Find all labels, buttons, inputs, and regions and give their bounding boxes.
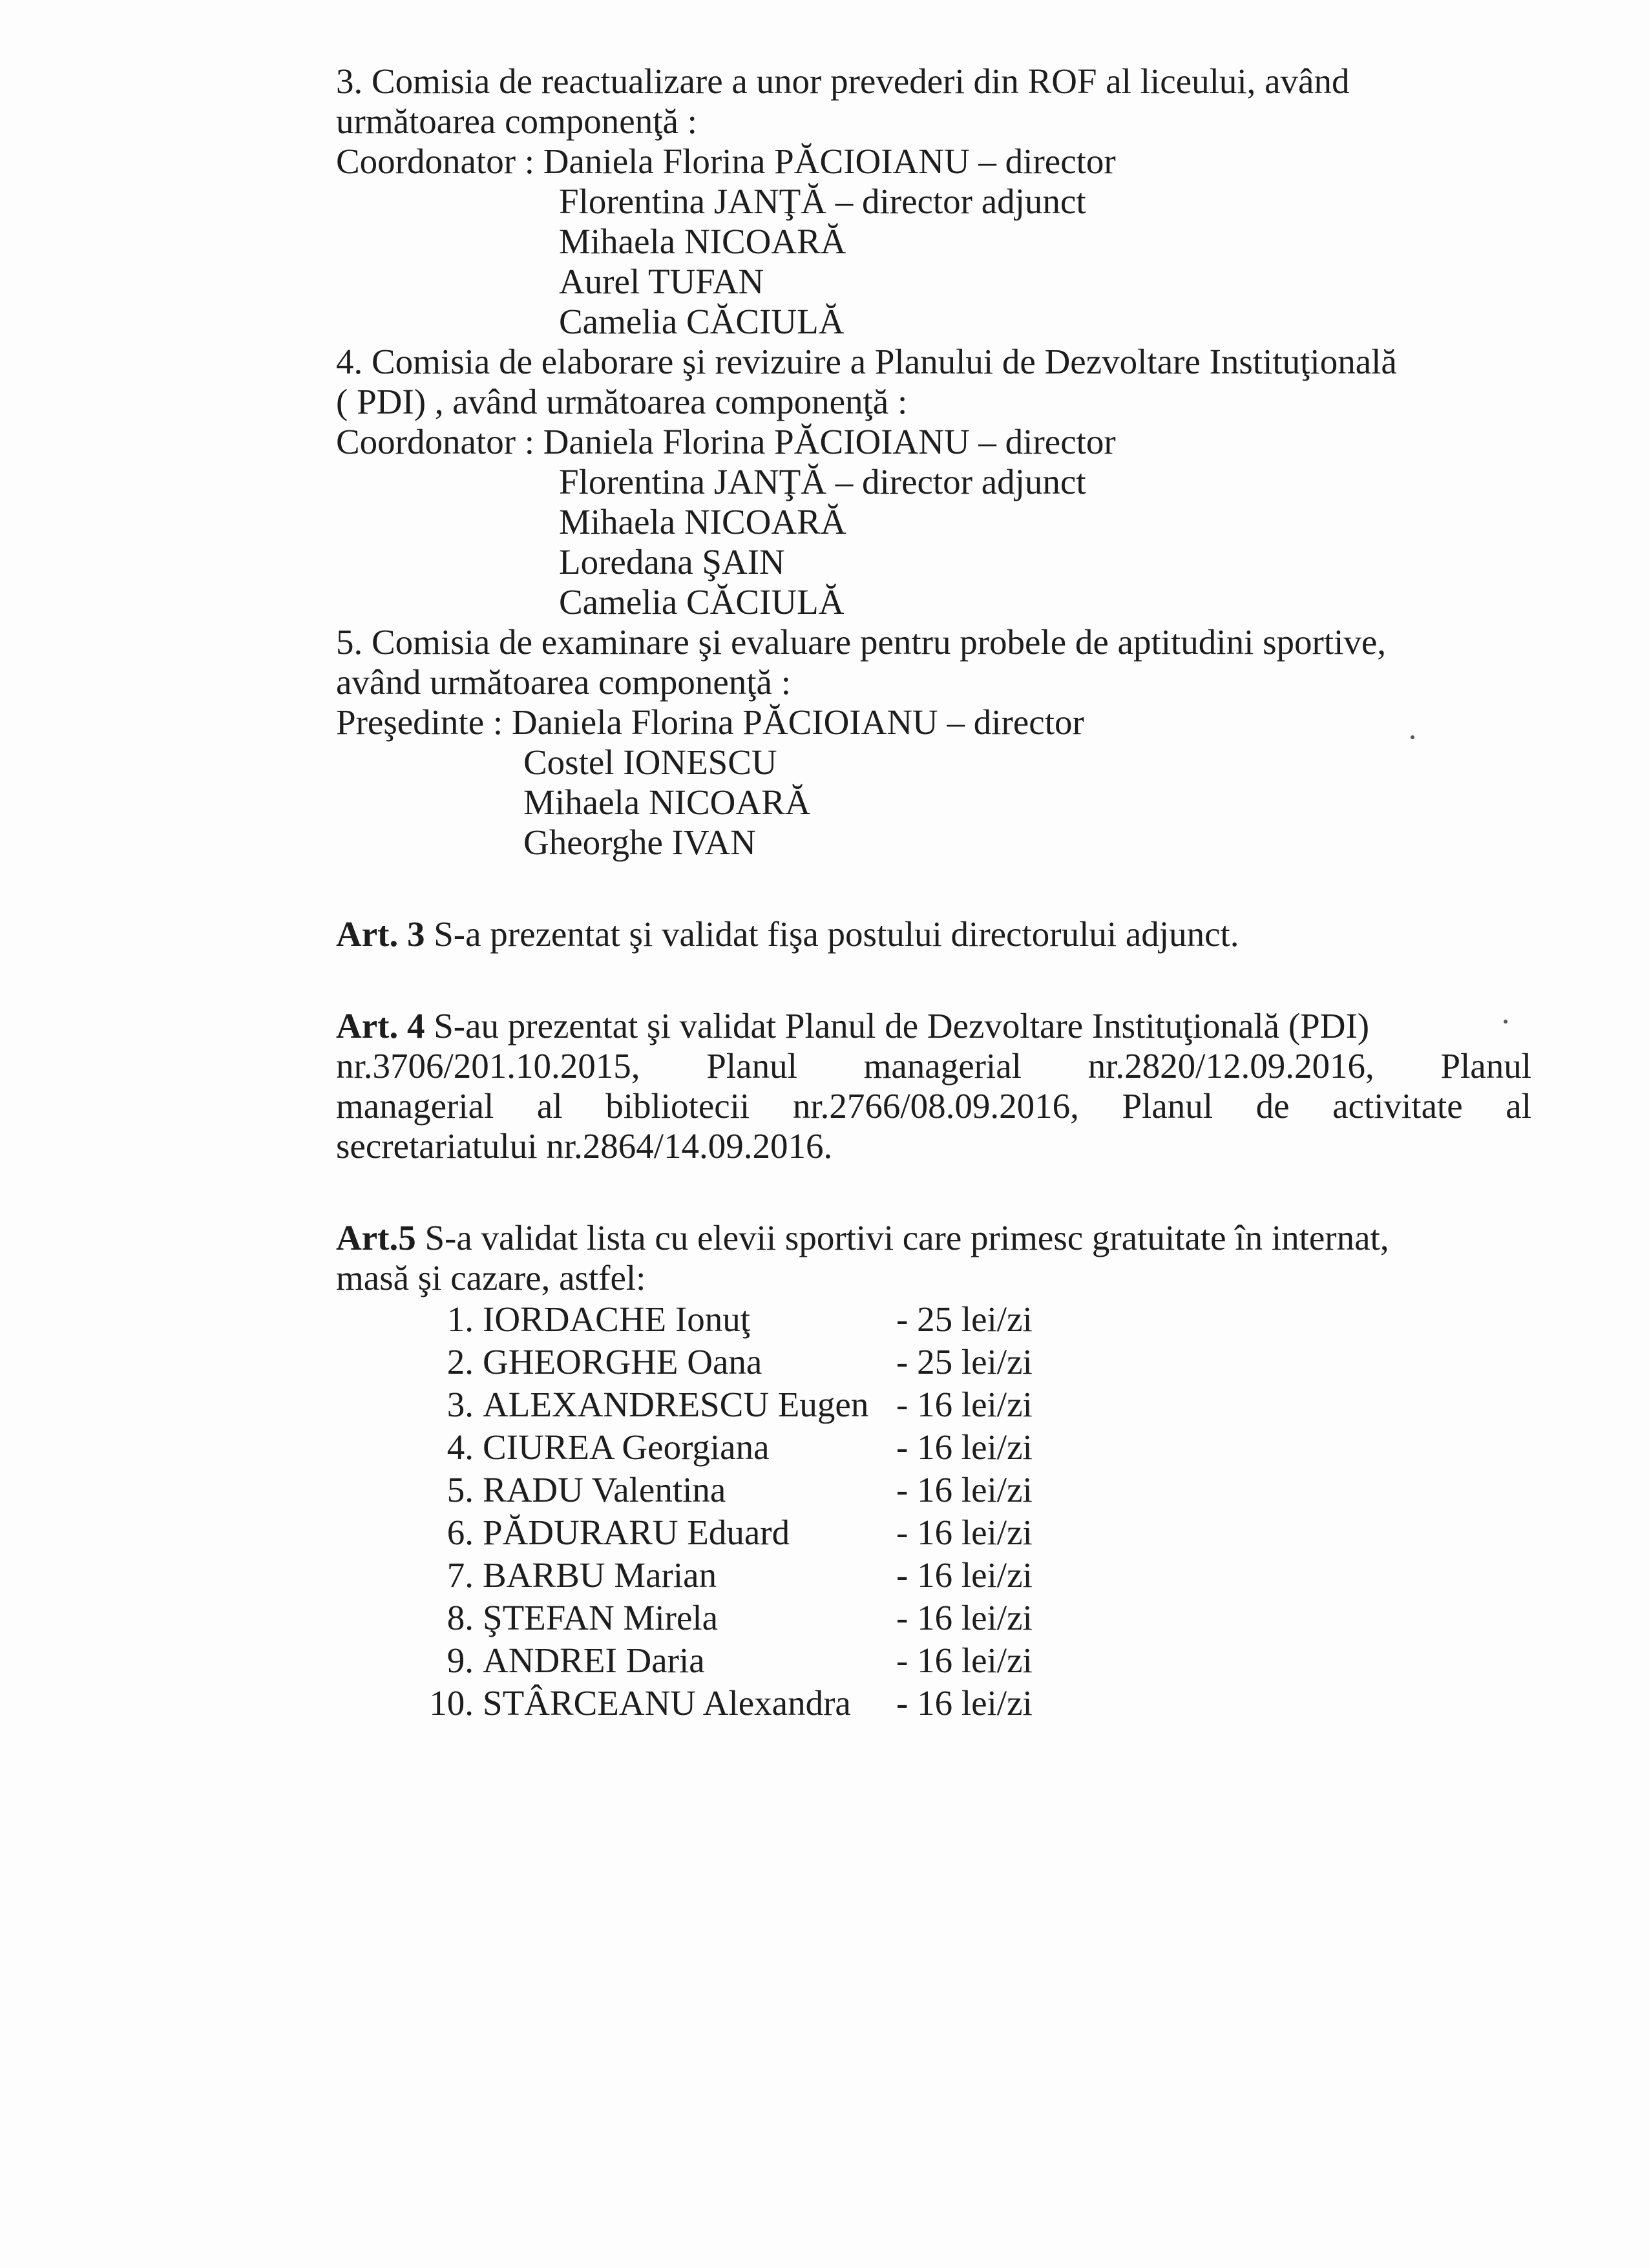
student-amount: - 16 lei/zi (896, 1683, 1033, 1723)
article-5-line1 (336, 1218, 1531, 1258)
student-amount: - 16 lei/zi (896, 1470, 1033, 1509)
student-amount: - 16 lei/zi (896, 1385, 1033, 1424)
article-3 (336, 914, 1531, 954)
article-4-word: Planul (1440, 1046, 1531, 1086)
spacer (336, 863, 1531, 914)
article-5-line1-text: S-a validat lista cu elevii sportivi care primesc gratuitate în internat, (415, 1218, 1389, 1257)
list-item (412, 1682, 1531, 1725)
article-4-line1 (336, 1006, 1531, 1046)
article-4-word: de (1255, 1086, 1290, 1126)
section-5 (336, 622, 1531, 863)
article-4-word: nr.2766/08.09.2016, (792, 1086, 1079, 1126)
article-4-word: nr.2820/12.09.2016, (1087, 1046, 1374, 1086)
article-4-word: Planul (1122, 1086, 1213, 1126)
student-number: 9. (446, 1641, 474, 1680)
section-4-coordinator: Coordonator : Daniela Florina PĂCIOIANU – director (336, 422, 1116, 461)
student-number: 4. (446, 1427, 474, 1467)
student-name: RADU Valentina (483, 1470, 726, 1509)
student-name: CIUREA Georgiana (483, 1427, 770, 1467)
article-4-word: bibliotecii (605, 1086, 750, 1126)
student-name: ANDREI Daria (483, 1641, 705, 1680)
student-name: ALEXANDRESCU Eugen (483, 1385, 869, 1424)
article-4-word: Planul (706, 1046, 797, 1086)
article-4 (336, 1006, 1531, 1166)
article-4-line3 (336, 1086, 1531, 1126)
section-3-coordinator: Coordonator : Daniela Florina PĂCIOIANU – director (336, 142, 1116, 181)
list-item (412, 1341, 1531, 1383)
list-item (412, 1511, 1531, 1554)
list-item (412, 1383, 1531, 1426)
list-item (412, 1554, 1531, 1597)
student-number: 8. (446, 1598, 474, 1637)
section-3-member: Aurel TUFAN (559, 262, 764, 301)
article-4-line1-text: S-au prezentat şi validat Planul de Dezvoltare Instituţională (PDI) (425, 1006, 1370, 1045)
article-4-line2 (336, 1046, 1531, 1086)
scan-speck (1504, 1020, 1507, 1024)
section-4-member: Florentina JANŢĂ – director adjunct (559, 462, 1086, 501)
list-item (412, 1639, 1531, 1682)
document-content (336, 61, 1531, 1725)
scan-speck (1411, 735, 1414, 739)
article-4-word: al (536, 1086, 563, 1126)
student-amount: - 16 lei/zi (896, 1513, 1033, 1552)
section-5-member: Mihaela NICOARĂ (523, 782, 811, 822)
student-amount: - 16 lei/zi (896, 1555, 1033, 1595)
article-4-word: nr.3706/201.10.2015, (336, 1046, 640, 1086)
spacer (336, 954, 1531, 1006)
student-name: ŞTEFAN Mirela (483, 1598, 719, 1637)
student-number: 2. (446, 1342, 474, 1381)
student-name: BARBU Marian (483, 1555, 717, 1595)
student-number: 7. (446, 1555, 474, 1595)
student-amount: - 16 lei/zi (896, 1598, 1033, 1637)
student-number: 6. (446, 1513, 474, 1552)
section-5-heading-line1: 5. Comisia de examinare şi evaluare pentru probele de aptitudini sportive, (336, 622, 1387, 662)
section-4-member: Loredana ŞAIN (559, 542, 785, 582)
article-5-label: Art.5 (336, 1218, 416, 1257)
list-item (412, 1597, 1531, 1639)
section-4-heading-line2: ( PDI) , având următoarea componenţă : (336, 382, 908, 421)
section-4-heading-line1: 4. Comisia de elaborare şi revizuire a Planului de Dezvoltare Instituţională (336, 342, 1397, 381)
section-3-member: Florentina JANŢĂ – director adjunct (559, 182, 1086, 221)
list-item (412, 1469, 1531, 1511)
article-4-word: activitate (1332, 1086, 1463, 1126)
students-list (412, 1298, 1531, 1725)
section-5-member: Gheorghe IVAN (523, 823, 756, 862)
section-3 (336, 61, 1531, 342)
student-amount: - 25 lei/zi (896, 1342, 1033, 1381)
section-3-member: Mihaela NICOARĂ (559, 222, 846, 261)
student-number: 1. (446, 1299, 474, 1339)
spacer (336, 1166, 1531, 1218)
student-amount: - 16 lei/zi (896, 1427, 1033, 1467)
article-4-word: al (1506, 1086, 1531, 1126)
article-4-word: managerial (336, 1086, 494, 1126)
student-name: GHEORGHE Oana (483, 1342, 762, 1381)
article-4-word: managerial (863, 1046, 1022, 1086)
list-item (412, 1298, 1531, 1341)
article-4-label: Art. 4 (336, 1006, 425, 1045)
section-5-heading-line2: având următoarea componenţă : (336, 662, 791, 702)
article-5-line2: masă şi cazare, astfel: (336, 1258, 646, 1297)
student-name: PĂDURARU Eduard (483, 1513, 790, 1552)
list-item (412, 1426, 1531, 1469)
section-3-heading-line1 (336, 61, 1531, 101)
section-4-member: Mihaela NICOARĂ (559, 502, 846, 541)
section-4-member: Camelia CĂCIULĂ (559, 582, 845, 622)
section-4 (336, 342, 1531, 622)
section-5-president: Preşedinte : Daniela Florina PĂCIOIANU – director (336, 702, 1084, 742)
article-3-text: S-a prezentat şi validat fişa postului directorului adjunct. (425, 914, 1239, 954)
student-name: IORDACHE Ionuţ (483, 1299, 751, 1339)
student-name: STÂRCEANU Alexandra (483, 1683, 851, 1723)
section-3-heading-text: 3. Comisia de reactualizare a unor prevederi din ROF al liceului, având (336, 61, 1350, 101)
student-number: 5. (446, 1470, 474, 1509)
article-5 (336, 1218, 1531, 1725)
article-4-line4: secretariatului nr.2864/14.09.2016. (336, 1126, 833, 1166)
student-number: 10. (429, 1683, 474, 1723)
student-number: 3. (446, 1385, 474, 1424)
article-3-label: Art. 3 (336, 914, 425, 954)
section-5-member: Costel IONESCU (523, 742, 777, 782)
section-3-heading-line2: următoarea componenţă : (336, 101, 697, 141)
student-amount: - 25 lei/zi (896, 1299, 1033, 1339)
section-3-member: Camelia CĂCIULĂ (559, 302, 845, 341)
student-amount: - 16 lei/zi (896, 1641, 1033, 1680)
